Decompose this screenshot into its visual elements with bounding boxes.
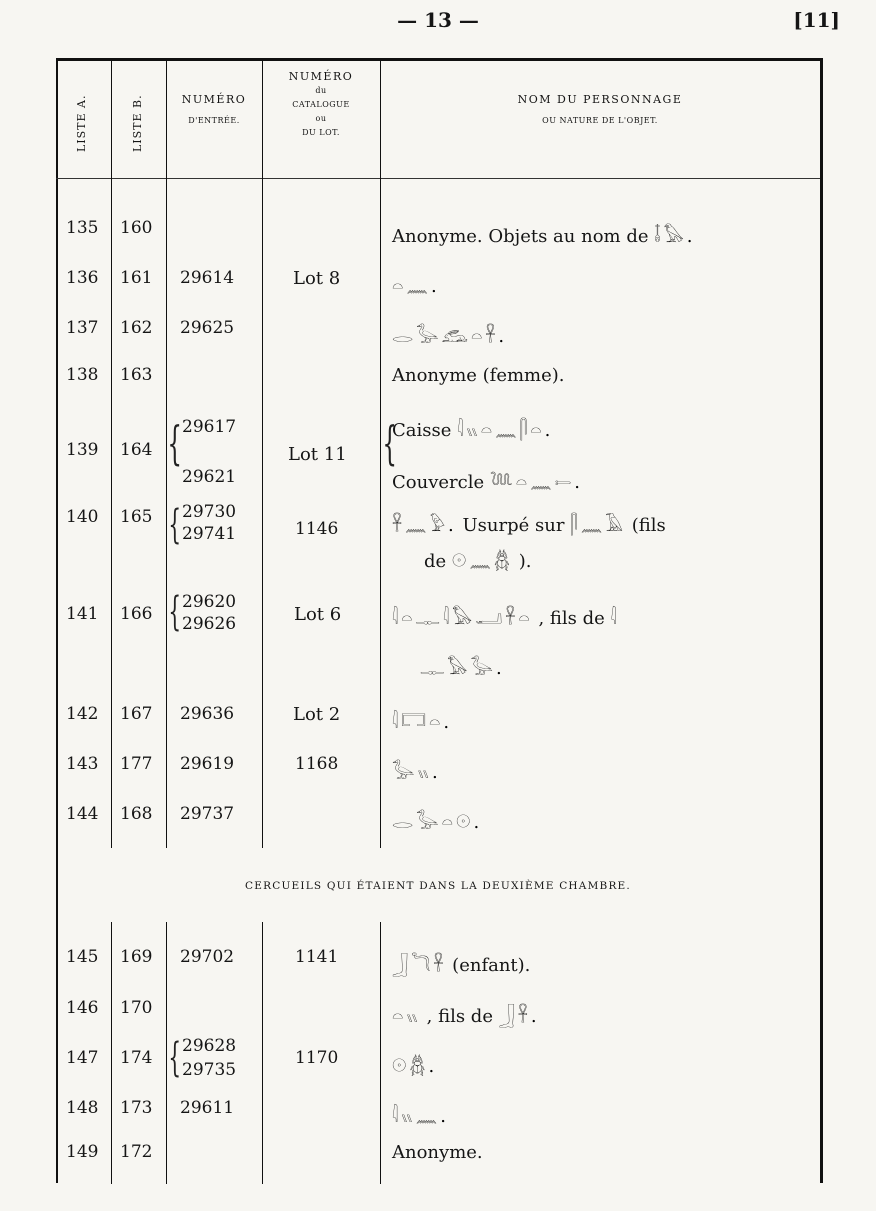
numero-catalogue: 1168	[295, 754, 339, 774]
liste-b: 170	[120, 998, 153, 1018]
nom-text: ).	[518, 551, 532, 572]
liste-a: 146	[66, 998, 99, 1018]
hieroglyph-text: 𓊃𓅃𓅭.	[420, 658, 505, 679]
nom-text: , fils de	[426, 1006, 493, 1027]
header-cat-line3: CATALOGUE	[292, 100, 350, 109]
hieroglyph-text: 𓇋𓉐𓏏.	[392, 712, 453, 733]
nom-text: Anonyme (femme).	[392, 365, 565, 386]
liste-b: 167	[120, 704, 153, 724]
col-rule-n2	[380, 922, 381, 1184]
liste-a: 147	[66, 1048, 99, 1068]
numero-entree: 29636	[180, 704, 235, 724]
nom-line-1	[392, 412, 553, 442]
hieroglyph-text: 𓃀𓆓𓋹	[392, 955, 447, 976]
header-liste-a: LISTE A.	[75, 94, 88, 152]
brace-right: {	[382, 416, 397, 470]
table-left-rule	[56, 58, 58, 1183]
table-top-rule	[56, 58, 822, 61]
liste-a: 142	[66, 704, 99, 724]
numero-catalogue: 1146	[295, 519, 339, 539]
hieroglyph-text: 𓏏𓈖.	[392, 276, 440, 297]
nom-line-1	[392, 507, 666, 537]
col-rule-c	[262, 58, 263, 848]
hieroglyph-text: 𓇳𓆣.	[392, 1056, 438, 1077]
liste-b: 172	[120, 1142, 153, 1162]
nom	[392, 218, 695, 248]
numero-entree-1: 29730	[182, 502, 237, 522]
col-rule-c2	[262, 922, 263, 1184]
numero-entree: 29625	[180, 318, 235, 338]
liste-a: 148	[66, 1098, 99, 1118]
liste-a: 149	[66, 1142, 99, 1162]
header-nom-line1: NOM DU PERSONNAGE	[517, 93, 683, 106]
hieroglyph-text: 𓋹𓈖𓅱.	[392, 515, 457, 536]
numero-entree: 29611	[180, 1098, 235, 1118]
nom-text: , fils de	[538, 608, 605, 629]
col-rule-n	[380, 58, 381, 848]
header-cat-line1: NUMÉRO	[288, 70, 354, 83]
liste-b: 162	[120, 318, 153, 338]
numero-entree-2: 29626	[182, 614, 237, 634]
col-rule-e2	[166, 922, 167, 1184]
nom-line-1	[392, 600, 620, 630]
liste-b: 168	[120, 804, 153, 824]
hieroglyph-text: 𓂋𓅭𓃹𓏏𓋹.	[392, 326, 508, 347]
hieroglyph-text: 𓋴𓈖𓄿	[570, 515, 626, 536]
liste-b: 165	[120, 507, 153, 527]
brace-left: {	[168, 502, 182, 548]
col-rule-b2	[111, 922, 112, 1184]
header-rule	[56, 178, 820, 179]
liste-b: 177	[120, 754, 153, 774]
numero-entree: 29614	[180, 268, 235, 288]
liste-b: 173	[120, 1098, 153, 1118]
nom-text: (fils	[631, 515, 666, 536]
numero-catalogue: Lot 11	[288, 444, 347, 465]
liste-a: 135	[66, 218, 99, 238]
nom	[392, 998, 540, 1028]
header-cat-line5: DU LOT.	[302, 128, 340, 137]
liste-a: 144	[66, 804, 99, 824]
section-title: CERCUEILS QUI ÉTAIENT DANS LA DEUXIÈME CHAMBRE.	[245, 880, 631, 892]
hieroglyph-text: 𓃀𓋹.	[498, 1006, 540, 1027]
liste-a: 136	[66, 268, 99, 288]
header-cat-line2: du	[315, 86, 327, 95]
header-entree-line1: NUMÉRO	[181, 93, 247, 106]
nom-text: Anonyme.	[392, 1142, 483, 1163]
hieroglyph-text: 𓇋𓏭𓈖.	[392, 1106, 449, 1127]
table-right-rule	[820, 58, 823, 1183]
hieroglyph-text: 𓇋	[610, 608, 620, 629]
numero-entree: 29619	[180, 754, 235, 774]
liste-a: 140	[66, 507, 99, 527]
liste-a: 139	[66, 440, 99, 460]
hieroglyph-text: 𓂋𓅭𓏏𓇳.	[392, 812, 483, 833]
numero-catalogue: Lot 6	[294, 604, 342, 625]
hieroglyph-text: 𓇋𓏭𓏏𓈖𓋴𓏏.	[457, 420, 554, 441]
numero-entree: 29737	[180, 804, 235, 824]
hieroglyph-text: 𓇳𓈖𓆣	[451, 551, 513, 572]
col-rule-b	[111, 58, 112, 848]
header-nom	[380, 92, 820, 128]
hieroglyph-text: 𓇋𓏏𓊃𓇋𓅃𓂝𓋹𓏏	[392, 608, 533, 629]
numero-catalogue: Lot 8	[293, 268, 341, 289]
liste-b: 160	[120, 218, 153, 238]
header-entree	[166, 92, 262, 128]
numero-entree: 29702	[180, 947, 235, 967]
numero-entree-2: 29735	[182, 1060, 237, 1080]
nom-text: Couvercle	[392, 472, 485, 493]
liste-a: 143	[66, 754, 99, 774]
numero-entree-2: 29621	[182, 467, 237, 487]
liste-b: 163	[120, 365, 153, 385]
nom-line-2	[424, 543, 531, 573]
header-catalogue	[262, 70, 380, 140]
hieroglyph-text: 𓆙𓏏𓈖𓍿.	[489, 472, 584, 493]
nom-text: (enfant).	[452, 955, 531, 976]
liste-b: 169	[120, 947, 153, 967]
liste-b: 174	[120, 1048, 153, 1068]
nom-text: Usurpé sur	[462, 515, 565, 536]
nom-text: Anonyme. Objets au nom de	[392, 226, 649, 247]
brace-left: {	[168, 589, 182, 635]
header-nom-line2: OU NATURE DE L'OBJET.	[542, 116, 658, 125]
brace-left: {	[167, 416, 182, 470]
liste-a: 145	[66, 947, 99, 967]
numero-entree-1: 29617	[182, 417, 237, 437]
hieroglyph-text: 𓄤𓅃.	[654, 226, 696, 247]
header-liste-b: LISTE B.	[131, 94, 144, 152]
page-reference: [11]	[793, 8, 840, 32]
page-number: — 13 —	[397, 8, 479, 32]
nom-line-2	[392, 464, 583, 494]
header-entree-line2: D'ENTRÉE.	[188, 116, 240, 125]
header-cat-line4: ou	[315, 114, 327, 123]
numero-catalogue: 1170	[295, 1048, 339, 1068]
numero-catalogue: 1141	[295, 947, 339, 967]
nom	[392, 947, 530, 977]
nom-text: Caisse	[392, 420, 452, 441]
liste-b: 161	[120, 268, 153, 288]
liste-a: 138	[66, 365, 99, 385]
nom-text: de	[424, 551, 447, 572]
liste-a: 141	[66, 604, 99, 624]
hieroglyph-text: 𓅭𓏭.	[392, 762, 441, 783]
brace-left: {	[168, 1035, 182, 1081]
liste-a: 137	[66, 318, 99, 338]
liste-b: 166	[120, 604, 153, 624]
liste-b: 164	[120, 440, 153, 460]
numero-catalogue: Lot 2	[293, 704, 341, 725]
numero-entree-1: 29620	[182, 592, 237, 612]
numero-entree-1: 29628	[182, 1036, 237, 1056]
hieroglyph-text: 𓏏𓏭	[392, 1006, 421, 1027]
numero-entree-2: 29741	[182, 524, 237, 544]
